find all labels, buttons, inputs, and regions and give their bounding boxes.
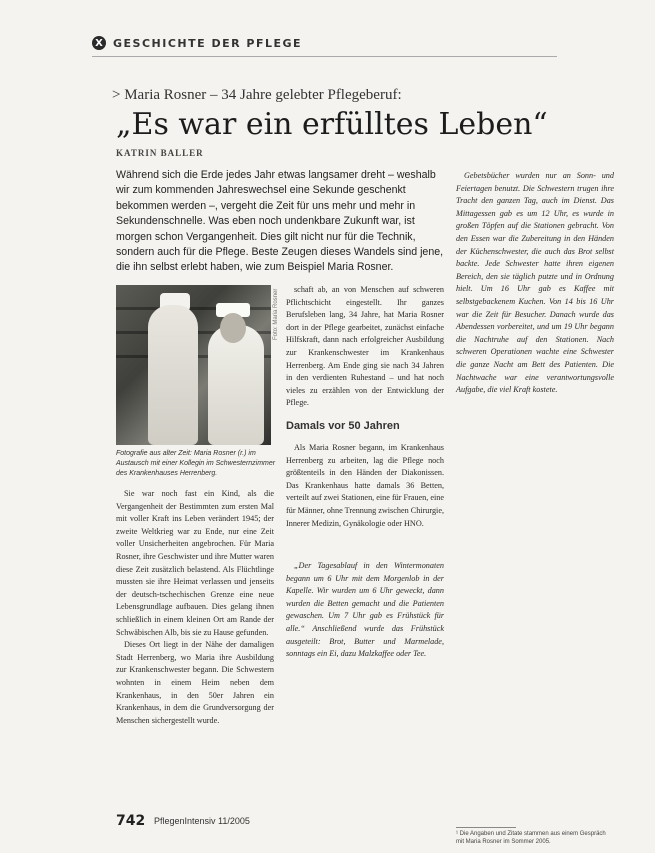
section-x-icon: X [92, 36, 106, 50]
body-paragraph: Als Maria Rosner begann, im Krankenhaus Herrenberg zu arbeiten, lag die Pflege noch größtenteils in den Händen der Diakonissen. Das Krankenhaus hatte damals 36 Betten, verteilt auf zwei Stationen, eine für Frauen, eine für Männer, ohne Trennung zwischen Chirurgie, Innerer Medizin, Gynäkologie oder HNO. [286, 443, 445, 528]
article-kicker: > Maria Rosner – 34 Jahre gelebter Pflegeberuf: [112, 87, 402, 103]
article-photo [116, 285, 271, 445]
page-number: 742 [116, 813, 146, 829]
subheading: Damals vor 50 Jahren [286, 420, 400, 432]
magazine-name: PflegenIntensiv 11/2005 [154, 816, 250, 826]
header-rule [92, 56, 557, 57]
body-column-middle [286, 284, 444, 410]
body-column-right [456, 170, 614, 397]
body-column-left [116, 488, 274, 727]
body-column-middle-3 [286, 560, 444, 661]
body-column-middle-2 [286, 442, 444, 530]
article-lead: Während sich die Erde jedes Jahr etwas langsamer dreht – weshalb wir zum kommenden Jahreswechsel eine Sekunde geschenkt bekommen werden –, vergeht die Zeit für uns mehr und mehr in Sekundenschnelle. Was eben noch undenkbare Zukunft war, ist morgen schon Vergangenheit. Dies gilt nicht nur für die Technik, sondern auch für die Pflege. Beste Zeugen dieses Wandels sind jene, die ihn selbst erlebt haben, wie zum Beispiel Maria Rosner. [116, 169, 444, 274]
footnote: ¹ Die Angaben und Zitate stammen aus einem Gespräch mit Maria Rosner im Sommer 2005. [456, 831, 606, 845]
section-label: GESCHICHTE DER PFLEGE [113, 36, 303, 50]
footnote-rule [456, 827, 516, 828]
photo-caption: Fotografie aus alter Zeit: Maria Rosner (r.) im Austausch mit einer Kollegin im Schwesternzimmer des Krankenhauses Herrenberg. [116, 450, 276, 477]
body-paragraph: „Der Tagesablauf in den Wintermonaten begann um 6 Uhr mit dem Morgenlob in der Kapelle. Wir wurden um 6 Uhr geweckt, dann wurden die Betten gemacht und die Patienten gewaschen. Um 7 Uhr gab es Frühstück für alle.“ Anschließend wurde das Frühstück ausgeteilt: Brot, Butter und Marmelade, sonntags ein Ei, dazu Malzkaffee oder Tee. [286, 561, 444, 659]
section-header [92, 36, 302, 50]
body-paragraph: Sie war noch fast ein Kind, als die Vergangenheit der Bestimmten zum ersten Mal mit voller Kraft ins Leben verändert 1945; der zweite Weltkrieg war zu Ende, nur eine Zeit voller Unsicherheiten angebrochen. Für Maria Rosner, ihre Geschwister und ihre Mutter waren diese Zeit zusätzlich belastend. Als Flüchtlinge mussten sie ihre Heimat verlassen und jenseits der deutsch-tschechischen Grenze eine neue Lebensgrundlage aufbauen. Dies gelang ihnen schließlich in einem kleinen Ort am Rande der Schwäbischen Alb, bis sie zu Hause gefunden. [116, 489, 274, 637]
body-paragraph: schaft ab, an von Menschen auf schweren Pflichtschicht eingestellt. Ihr ganzes Berufsleben lang, 34 Jahre, hat Maria Rosner dort in der Pflege gearbeitet, zunächst einfache Hilfskraft, dann nach erfolgreicher Ausbildung zur Krankenschwester im Krankenhaus Herrenberg. Am Ende ging sie nach 34 Jahren in den verdienten Ruhestand – und hat noch vieles zu erzählen von der Entwicklung der Pflege. [286, 285, 444, 408]
article-author: KATRIN BALLER [116, 148, 204, 158]
photo-credit: Foto: Maria Rosner [273, 288, 279, 340]
body-paragraph: Dieses Ort liegt in der Nähe der damaligen Stadt Herrenberg, wo Maria ihre Ausbildung zur Krankenschwester begann. Die Schwestern wohnten in einem Heim neben dem Krankenhaus, in den 50er Jahren ein Krankenhaus, in dem die Grundversorgung der Menschen sichergestellt wurde. [116, 640, 274, 725]
page-footer [116, 812, 250, 830]
body-paragraph: Gebetsbücher wurden nur an Sonn- und Feiertagen benutzt. Die Schwestern trugen ihre Tracht den ganzen Tag, auch im Dienst. Das Mittagessen gab es um 12 Uhr, es wurde in großen Töpfen auf die Stationen gebracht. Von den Essen war die Zubereitung in den Händen der Küchenschwester, die auch das Brot selbst backte. Jede Schwester hatte ihren eigenen Bereich, den sie täglich putzte und in Ordnung hielt. Um 16 Uhr gab es Kaffee mit selbstgebackenem Kuchen. Von 14 bis 16 Uhr war die Zeit für Besucher. Danach wurde das Abendessen vorbereitet, und um 19 Uhr begann die Nachtruhe auf den Stationen. Nach schweren Operationen wachte eine Schwester die ganze Nacht am Bett des Patienten. Die Nachtwache war eine verantwortungsvolle Aufgabe, die viel Kraft kostete. [456, 171, 614, 395]
article-headline: „Es war ein erfülltes Leben“ [116, 107, 548, 142]
